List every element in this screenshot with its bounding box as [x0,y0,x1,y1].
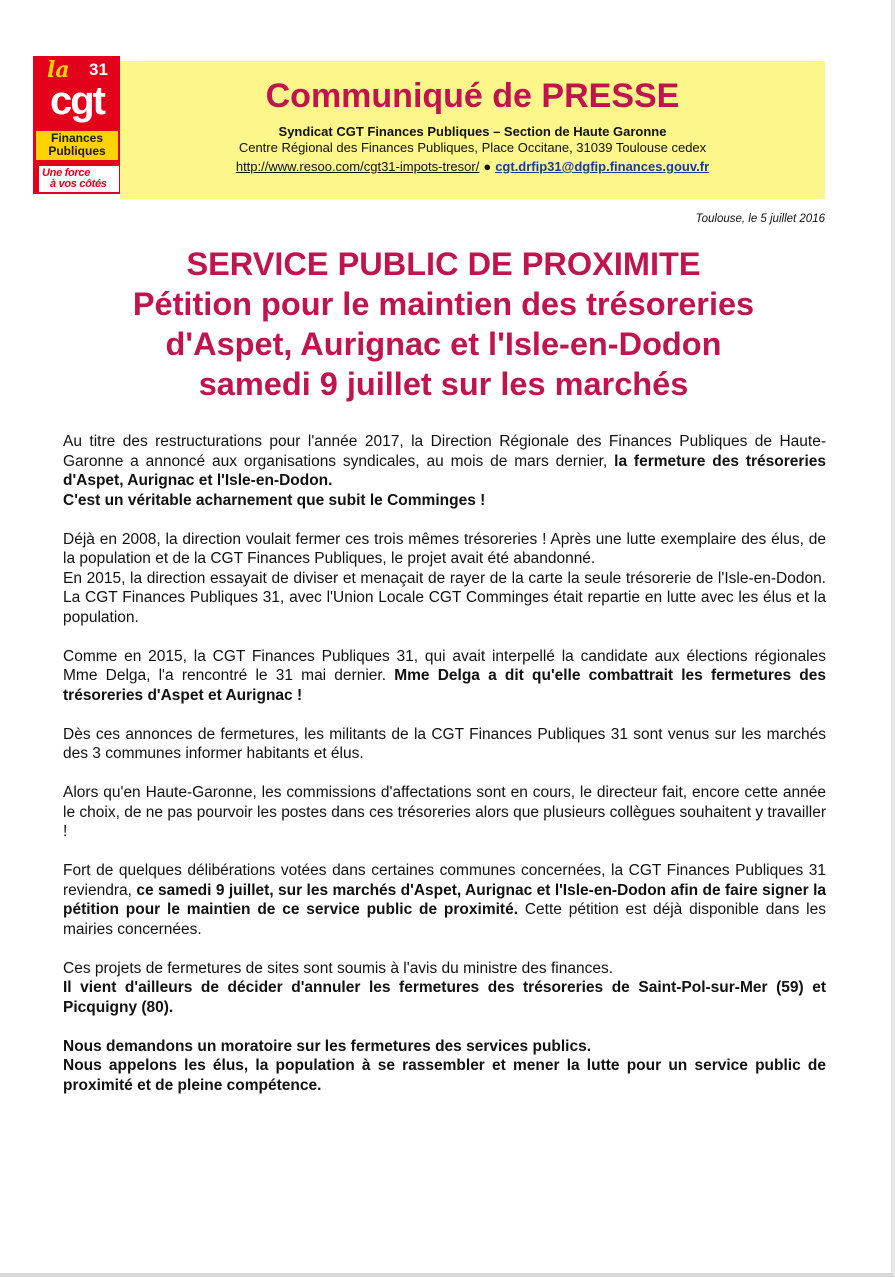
union-address: Centre Régional des Finances Publiques, Place Occitane, 31039 Toulouse cedex [238,140,707,155]
paragraph-3 [63,647,826,706]
p7-text: Ces projets de fermetures de sites sont soumis à l'avis du ministre des finances. [63,959,614,977]
press-release-title: Communiqué de PRESSE [265,77,680,115]
body-text [63,432,826,1115]
p8-bold: Nous demandons un moratoire sur les fermetures des services publics. [63,1037,592,1055]
p3-text: Comme en 2015, la CGT Finances Publiques 31, qui avait interpellé la candidate aux élections régionales Mme Delga, l'a rencontré le 31 mai dernier. [63,647,826,684]
paragraph-4 [63,725,826,764]
paragraph-1 [63,432,826,510]
date-line: Toulouse, le 5 juillet 2016 [695,213,825,225]
p7-bold: Il vient d'ailleurs de décider d'annuler les fermetures des trésoreries de Saint-Pol-sur-Mer (59) et Picquigny (80). [63,979,826,1016]
p3-bold: Mme Delga a dit qu'elle combattrait les fermetures des trésoreries d'Aspet et Aurignac ! [63,667,826,704]
paragraph-5 [63,783,826,842]
logo-cgt: cgt [50,79,104,123]
bullet-icon: ● [483,159,492,174]
paragraph-6 [63,861,826,939]
headline-line-2: Pétition pour le maintien des trésoreries [132,286,755,322]
headline-line-4: samedi 9 juillet sur les marchés [198,366,689,402]
headline-line-3: d'Aspet, Aurignac et l'Isle-en-Dodon [165,326,722,362]
p6-text: Fort de quelques délibérations votées dans certaines communes concernées, la CGT Finances Publiques 31 reviendra, [63,862,826,899]
email-link[interactable]: cgt.drfip31@dgfip.finances.gouv.fr [495,159,710,174]
contact-line [120,159,825,175]
headline [40,244,847,404]
p4-text: Dès ces annonces de fermetures, les militants de la CGT Finances Publiques 31 sont venus sur les marchés des 3 communes informer habitants et élus. [63,725,826,762]
p1-bold-2: C'est un véritable acharnement que subit le Comminges ! [63,491,486,509]
logo-number: 31 [89,60,108,79]
logo-tagline [39,166,119,192]
header-banner [120,61,825,199]
p2-text-2: En 2015, la direction essayait de diviser et menaçait de rayer de la carte la seule trésorerie de l'Isle-en-Dodon. La CGT Finances Publiques 31, avec l'Union Locale CGT Comminges était repartie en lutte avec les élus et la population. [63,569,826,626]
p1-text: Au titre des restructurations pour l'année 2017, la Direction Régionale des Finances Publiques de Haute-Garonne a annoncé aux organisations syndicales, au mois de mars dernier, [63,433,826,470]
logo-tagline-2: à vos côtés [50,178,107,190]
headline-line-1: SERVICE PUBLIC DE PROXIMITE [186,246,701,282]
union-name: Syndicat CGT Finances Publiques – Section de Haute Garonne [278,124,667,139]
logo-finances: Finances [50,131,104,145]
paragraph-8 [63,1037,826,1096]
cgt-logo [33,56,120,194]
p5-text: Alors qu'en Haute-Garonne, les commissions d'affectations sont en cours, le directeur fait, encore cette année le choix, de ne pas pourvoir les postes dans ces trésoreries alors que plusieurs collègues souhaitent y travailler ! [63,784,826,840]
logo-tagline-1: Une force [42,167,91,179]
p6-bold: ce samedi 9 juillet, sur les marchés d'Aspet, Aurignac et l'Isle-en-Dodon afin de faire signer la pétition pour le maintien de ce service public de proximité. [63,881,826,918]
logo-finances-publiques [36,131,118,160]
website-link[interactable]: http://www.resoo.com/cgt31-impots-tresor/ [235,159,480,174]
p6-text-2: Cette pétition est déjà disponible dans les mairies concernées. [63,901,826,938]
p8-bold-2: Nous appelons les élus, la population à se rassembler et mener la lutte pour un service public de proximité et de pleine compétence. [63,1057,826,1094]
p2-text: Déjà en 2008, la direction voulait fermer ces trois mêmes trésoreries ! Après une lutte exemplaire des élus, de la population et de la CGT Finances Publiques, le projet avait été abandonné. [63,530,826,567]
paragraph-7 [63,959,826,1018]
logo-la: la [47,57,70,83]
paragraph-2 [63,530,826,628]
logo-publiques: Publiques [48,144,106,158]
p1-bold: la fermeture des trésoreries d'Aspet, Aurignac et l'Isle-en-Dodon. [63,452,827,489]
